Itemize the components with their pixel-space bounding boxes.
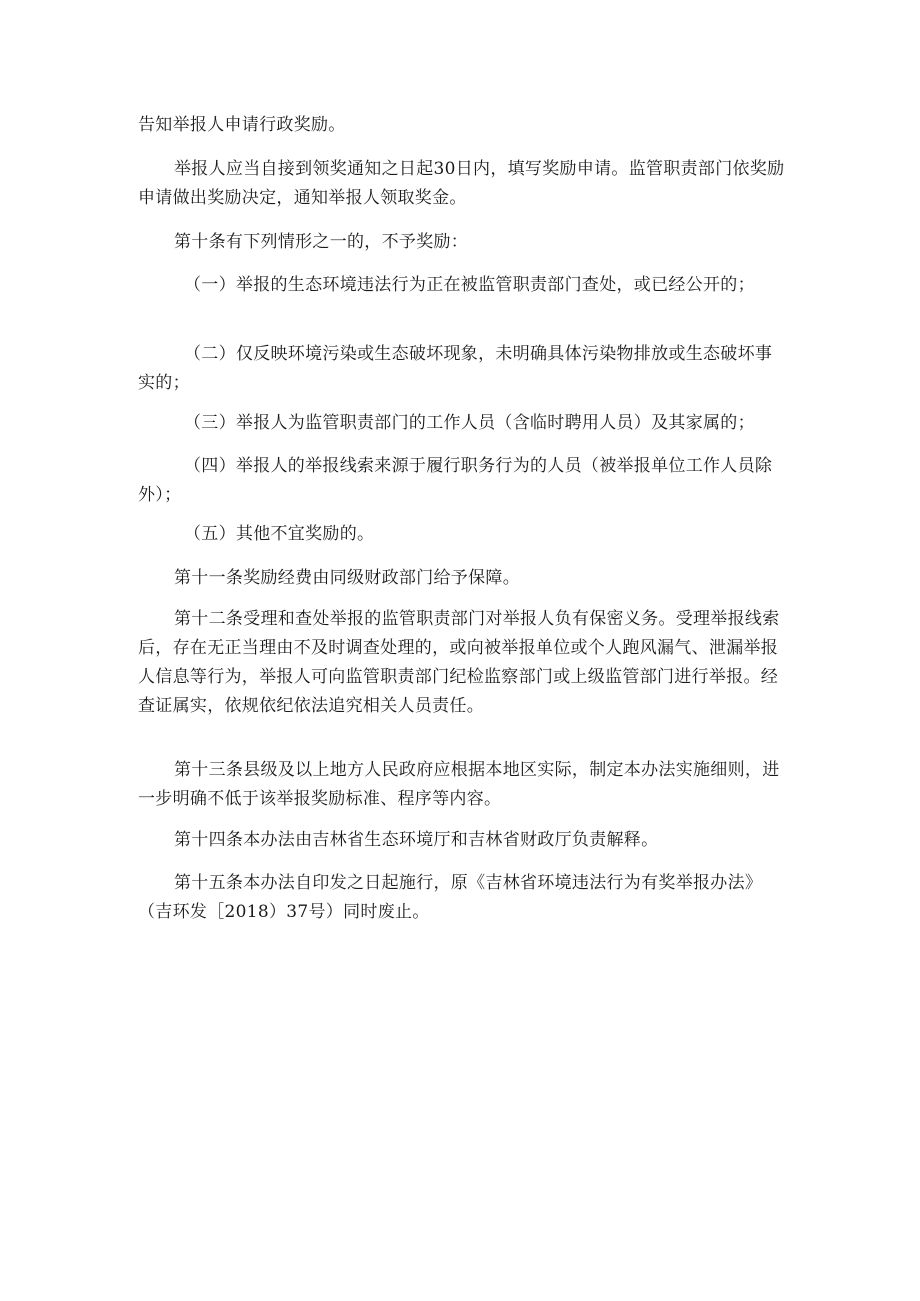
article-10-item-4: （四）举报人的举报线索来源于履行职务行为的人员（被举报单位工作人员除外）； [138,456,773,505]
article-10-item-1: （一）举报的生态环境违法行为正在被监管职责部门查处，或已经公开的； [184,275,755,295]
article-13: 第十三条县级及以上地方人民政府应根据本地区实际，制定本办法实施细则，进一步明确不低于该举报奖励标准、程序等内容。 [138,760,780,809]
article-15: 第十五条本办法自印发之日起施行，原《吉林省环境违法行为有奖举报办法》（吉环发［2018）37号）同时废止。 [138,873,763,922]
article-10-heading: 第十条有下列情形之一的，不予奖励： [174,232,469,252]
article-10-item-3: （三）举报人为监管职责部门的工作人员（含临时聘用人员）及其家属的； [184,413,755,433]
paragraph-claim-deadline: 举报人应当自接到领奖通知之日起30日内，填写奖励申请。监管职责部门依奖励申请做出奖励决定，通知举报人领取奖金。 [138,159,785,208]
paragraph-continuation: 告知举报人申请行政奖励。 [138,115,346,135]
article-10-item-5: （五）其他不宜奖励的。 [184,524,375,544]
article-10-item-2: （二）仅反映环境污染或生态破坏现象，未明确具体污染物排放或生态破坏事实的； [138,344,773,393]
article-14: 第十四条本办法由吉林省生态环境厅和吉林省财政厅负责解释。 [174,830,659,850]
article-12: 第十二条受理和查处举报的监管职责部门对举报人负有保密义务。受理举报线索后，存在无正当理由不及时调查处理的，或向被举报单位或个人跑风漏气、泄漏举报人信息等行为，举报人可向监管职责部门纪检监察部门或上级监管部门进行举报。经查证属实，依规依纪依法追究相关人员责任。 [138,609,780,716]
article-11: 第十一条奖励经费由同级财政部门给予保障。 [174,568,520,588]
